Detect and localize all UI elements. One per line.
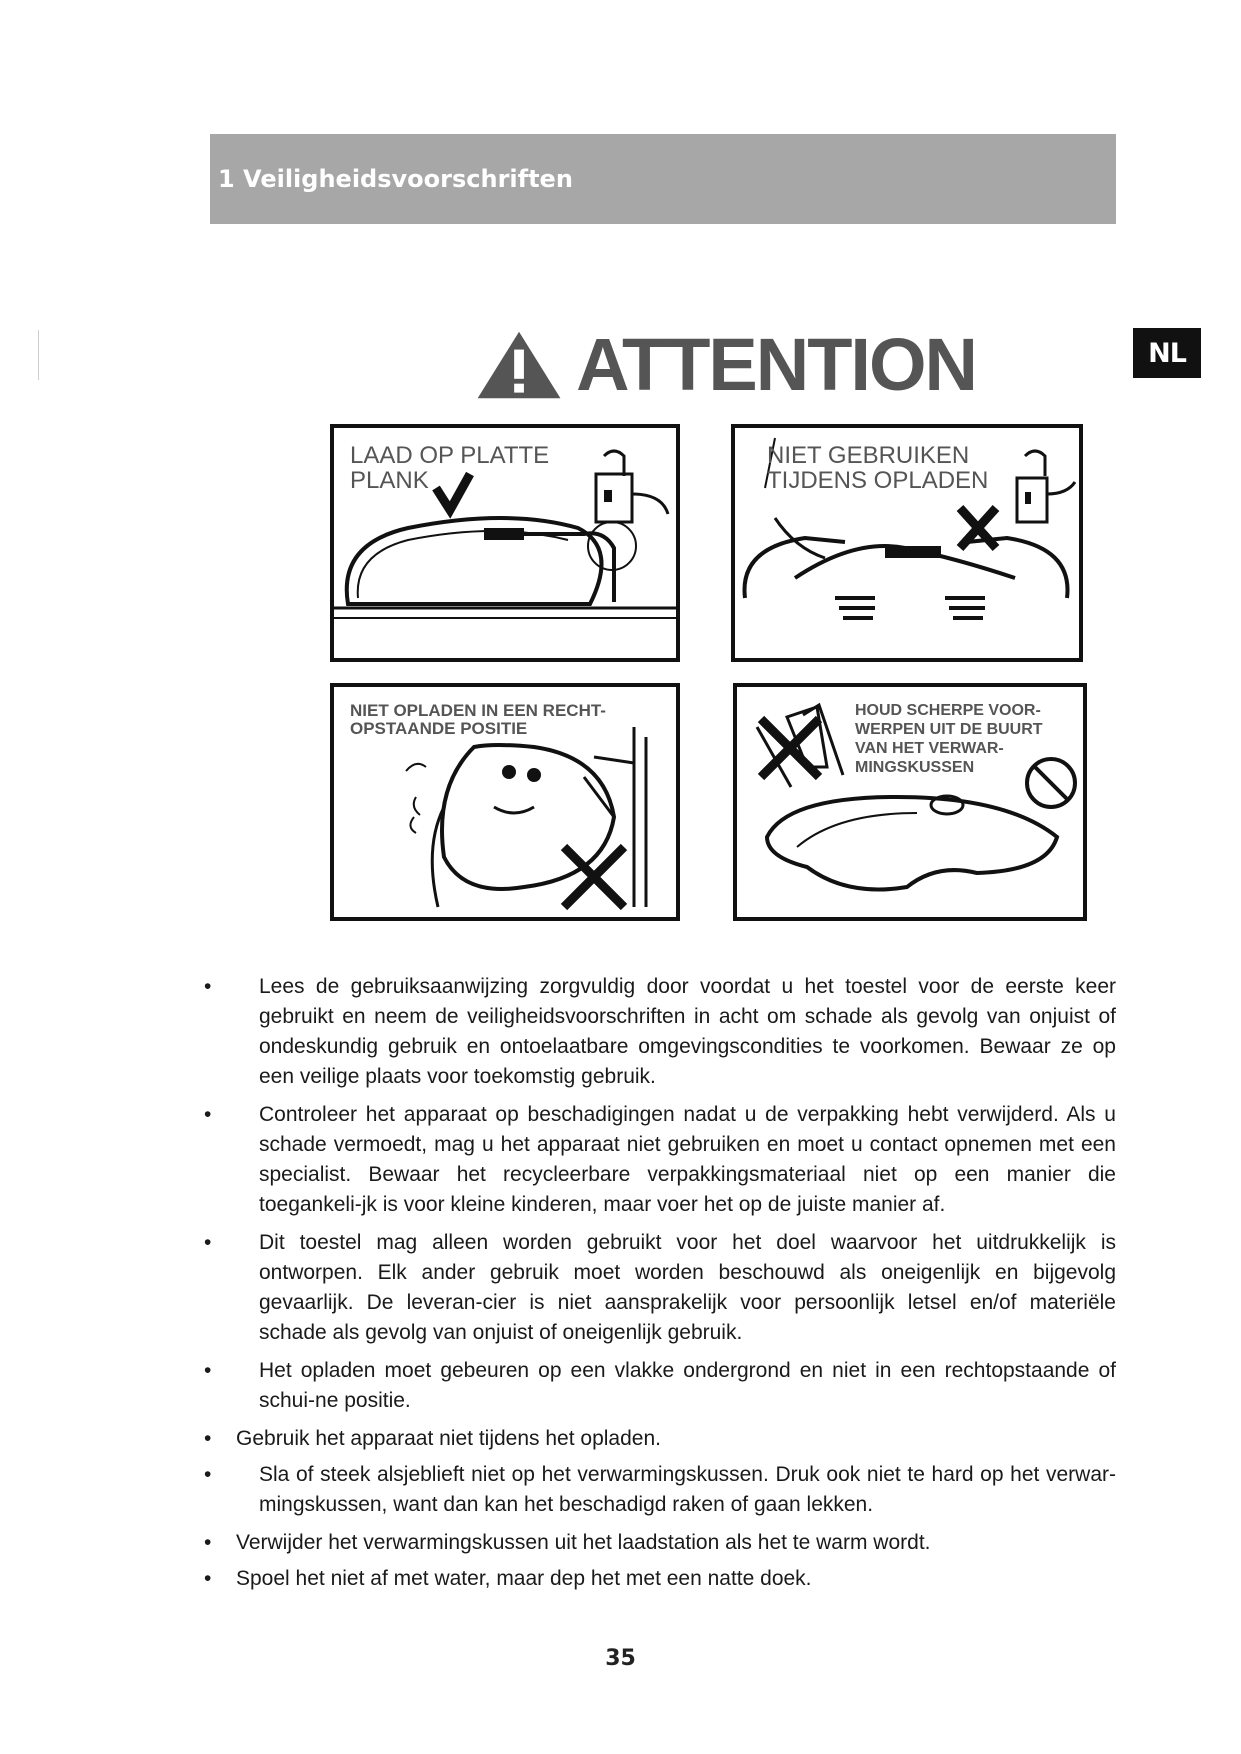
panel-no-upright-charging (330, 683, 680, 921)
page-number: 35 (605, 1646, 636, 1671)
margin-mark (38, 330, 39, 380)
bullet-icon: • (204, 1531, 212, 1554)
panel-caption: HOUD SCHERPE VOOR- WERPEN UIT DE BUURT VAN HET VERWAR- MINGSKUSSEN (855, 702, 1043, 776)
attention-title: ATTENTION (576, 323, 976, 406)
list-item-text: Spoel het niet af met water, maar dep het met een natte doek. (236, 1567, 812, 1590)
panel-caption: LAAD OP PLATTE PLANK (350, 442, 550, 495)
panel-caption: NIET GEBRUIKEN TIJDENS OPLADEN (767, 442, 989, 495)
panel-no-use-charging (731, 424, 1083, 662)
language-tab (1133, 328, 1201, 378)
section-title: 1 Veiligheidsvoorschriften (218, 165, 573, 193)
list-item-text: Verwijder het verwarmingskussen uit het laadstation als het te warm wordt. (236, 1531, 931, 1554)
list-item-text: Sla of steek alsjeblieft niet op het verwarmingskussen. Druk ook niet te hard op het verwar-mingskussen, want dan kan het beschadigd raken of gaan lekken. (259, 1463, 1116, 1516)
list-item-text: Lees de gebruiksaanwijzing zorgvuldig door voordat u het toestel voor de eerste keer gebruikt en neem de veiligheidsvoorschriften in acht om schade als gevolg van onjuist of ondeskundig gebruik en ontoelaatbare omgevingscondities te voorkomen. Bewaar ze op een veilige plaats voor toekomstig gebruik. (259, 975, 1116, 1088)
list-item-text: Gebruik het apparaat niet tijdens het opladen. (236, 1427, 661, 1450)
list-item (204, 1228, 1116, 1348)
panel-sharp-objects (733, 683, 1087, 921)
list-item (204, 1460, 1116, 1520)
attention-banner (476, 322, 976, 408)
list-item (204, 1528, 1116, 1558)
section-header (210, 134, 1116, 224)
panel-caption: NIET OPLADEN IN EEN RECHT- OPSTAANDE POSITIE (350, 701, 606, 738)
list-item (204, 1424, 1116, 1454)
list-item-text: Controleer het apparaat op beschadigingen nadat u de verpakking hebt verwijderd. Als u schade vermoedt, mag u het apparaat niet gebruiken en moet u contact opnemen met een specialist. Bewaar het recycleerbare verpakkingsmateriaal niet op een manier die toegankeli-jk is voor kleine kinderen, maar voer het op de juiste manier af. (259, 1103, 1116, 1216)
panel-charge-flat (330, 424, 680, 662)
bullet-icon: • (204, 1359, 212, 1382)
bullet-icon: • (204, 1463, 212, 1486)
list-item (204, 1100, 1116, 1220)
list-item-text: Dit toestel mag alleen worden gebruikt voor het doel waarvoor het uitdrukkelijk is ontworpen. Elk ander gebruik moet worden beschouwd als oneigenlijk en bijgevolg gevaarlijk. De leveran-cier is niet aansprakelijk voor persoonlijk letsel en/of materiële schade als gevolg van onjuist of oneigenlijk gebruik. (259, 1231, 1116, 1344)
bullet-icon: • (204, 1231, 212, 1254)
language-label: NL (1148, 337, 1186, 369)
list-item (204, 972, 1116, 1092)
bullet-icon: • (204, 1427, 212, 1450)
safety-instructions-list (204, 972, 1116, 1600)
list-item (204, 1564, 1116, 1594)
warning-icon (476, 322, 562, 408)
bullet-icon: • (204, 1567, 212, 1590)
list-item-text: Het opladen moet gebeuren op een vlakke ondergrond en niet in een rechtopstaande of schui-ne positie. (259, 1359, 1116, 1412)
list-item (204, 1356, 1116, 1416)
bullet-icon: • (204, 1103, 212, 1126)
bullet-icon: • (204, 975, 212, 998)
